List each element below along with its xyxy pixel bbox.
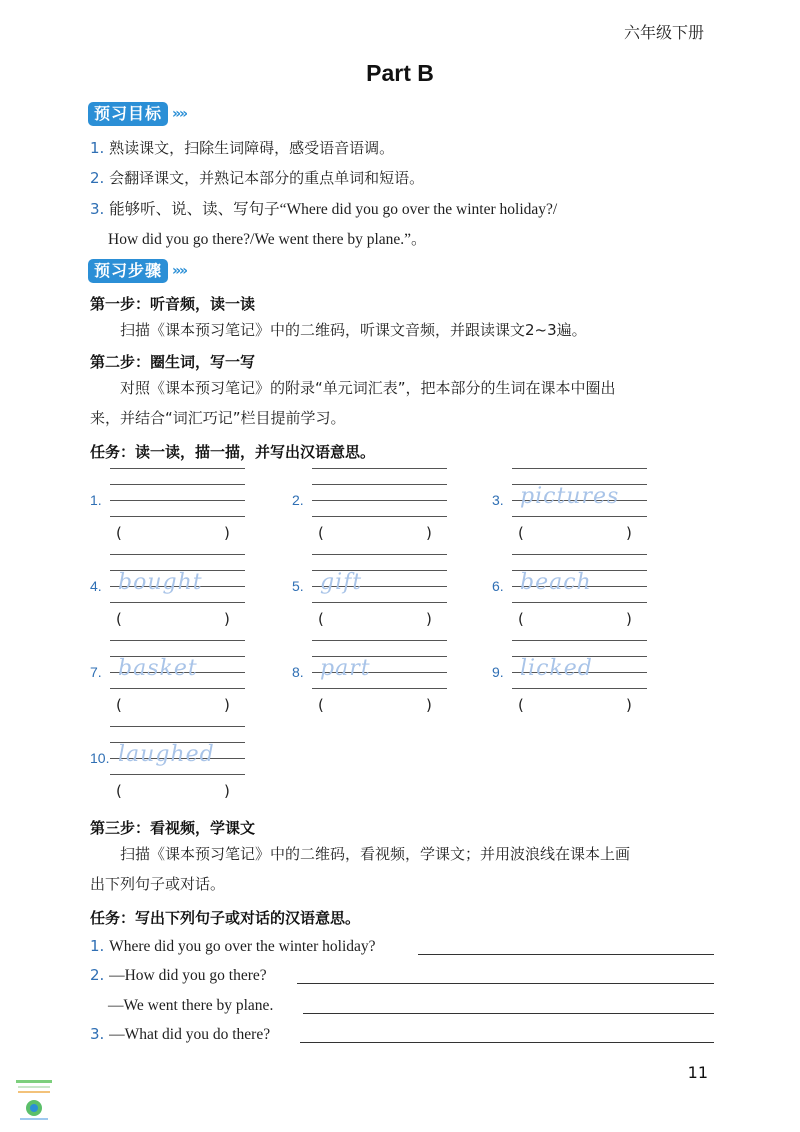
step2-body-1: 对照《课本预习笔记》的附录“单元词汇表”，把本部分的生词在课本中圈出 xyxy=(120,379,616,397)
traced-word: laughed xyxy=(118,742,215,767)
writing-rule-line xyxy=(312,516,447,517)
steps-badge xyxy=(88,259,186,283)
close-paren: ) xyxy=(426,610,432,628)
sentence-2b xyxy=(108,996,273,1015)
vocab-item-10[interactable] xyxy=(90,720,280,800)
step2-task: 任务：读一读，描一描，并写出汉语意思。 xyxy=(90,443,376,461)
writing-rule-line xyxy=(110,726,245,727)
meaning-parentheses[interactable] xyxy=(116,696,236,714)
traced-word: basket xyxy=(118,656,198,681)
writing-rule-line xyxy=(512,516,647,517)
open-paren: ( xyxy=(116,696,122,714)
open-paren: ( xyxy=(518,696,524,714)
close-paren: ) xyxy=(224,782,230,800)
meaning-parentheses[interactable] xyxy=(318,696,438,714)
vocab-item-5[interactable] xyxy=(292,548,482,628)
goal-item-3-cont xyxy=(108,227,427,249)
vocab-item-3[interactable] xyxy=(492,462,682,542)
open-paren: ( xyxy=(518,524,524,542)
step2-body-2: 来，并结合“词汇巧记”栏目提前学习。 xyxy=(90,409,346,427)
goal-number: 1. xyxy=(90,139,105,157)
goals-label: 预习目标 xyxy=(88,102,168,126)
vocab-number: 4. xyxy=(90,578,102,594)
publisher-logo-icon xyxy=(14,1078,54,1122)
writing-rule-line xyxy=(110,468,245,469)
meaning-parentheses[interactable] xyxy=(518,610,638,628)
vocab-number: 8. xyxy=(292,664,304,680)
goal-item-2 xyxy=(90,167,424,188)
open-paren: ( xyxy=(116,782,122,800)
meaning-parentheses[interactable] xyxy=(318,610,438,628)
step3-body-1: 扫描《课本预习笔记》中的二维码，看视频，学课文；并用波浪线在课本上画 xyxy=(120,845,631,863)
answer-line-2[interactable] xyxy=(297,983,714,984)
writing-rule-line xyxy=(110,640,245,641)
goals-badge xyxy=(88,102,186,126)
writing-rule-line xyxy=(512,640,647,641)
traced-word: part xyxy=(320,656,371,681)
sentence-text: —We went there by plane. xyxy=(108,997,274,1014)
writing-rule-line xyxy=(312,602,447,603)
open-paren: ( xyxy=(318,524,324,542)
writing-rule-line xyxy=(312,468,447,469)
writing-rule-line xyxy=(110,516,245,517)
sentence-3 xyxy=(90,1025,270,1044)
vocab-number: 10. xyxy=(90,750,110,766)
vocab-number: 2. xyxy=(292,492,304,508)
sentence-number: 3. xyxy=(90,1025,105,1043)
traced-word: gift xyxy=(320,570,363,595)
step3-body-2: 出下列句子或对话。 xyxy=(90,875,226,893)
step1-title: 第一步：听音频，读一读 xyxy=(90,295,256,313)
vocab-item-2[interactable] xyxy=(292,462,482,542)
writing-rule-line xyxy=(512,688,647,689)
writing-rule-line xyxy=(110,484,245,485)
writing-rule-line xyxy=(110,554,245,555)
open-paren: ( xyxy=(116,610,122,628)
traced-word: pictures xyxy=(520,484,620,509)
writing-rule-line xyxy=(110,602,245,603)
close-paren: ) xyxy=(426,696,432,714)
open-paren: ( xyxy=(318,696,324,714)
page-number: 11 xyxy=(687,1063,708,1082)
vocab-item-9[interactable] xyxy=(492,634,682,714)
writing-rule-line xyxy=(110,774,245,775)
goal-number: 3. xyxy=(90,200,105,218)
page-title: Part B xyxy=(366,60,434,86)
writing-rule-line xyxy=(312,640,447,641)
writing-rule-line xyxy=(312,484,447,485)
sentence-1 xyxy=(90,937,376,956)
vocab-item-8[interactable] xyxy=(292,634,482,714)
step2-title: 第二步：圈生词，写一写 xyxy=(90,353,256,371)
open-paren: ( xyxy=(318,610,324,628)
vocab-number: 1. xyxy=(90,492,102,508)
vocab-number: 6. xyxy=(492,578,504,594)
close-paren: ) xyxy=(426,524,432,542)
traced-word: beach xyxy=(520,570,592,595)
open-paren: ( xyxy=(116,524,122,542)
vocab-item-6[interactable] xyxy=(492,548,682,628)
sentence-text: —What did you do there? xyxy=(109,1026,271,1043)
sentence-number: 2. xyxy=(90,966,105,984)
writing-rule-line xyxy=(512,554,647,555)
sentence-text: —How did you go there? xyxy=(109,967,267,984)
traced-word: bought xyxy=(118,570,203,595)
steps-label: 预习步骤 xyxy=(88,259,168,283)
meaning-parentheses[interactable] xyxy=(518,524,638,542)
sentence-number: 1. xyxy=(90,937,105,955)
open-paren: ( xyxy=(518,610,524,628)
vocab-item-1[interactable] xyxy=(90,462,280,542)
sentence-2 xyxy=(90,966,267,985)
sentence-text: Where did you go over the winter holiday? xyxy=(109,938,376,955)
goal-text: 会翻译课文，并熟记本部分的重点单词和短语。 xyxy=(109,169,425,187)
writing-rule-line xyxy=(312,554,447,555)
goal-item-1 xyxy=(90,137,394,158)
vocab-number: 9. xyxy=(492,664,504,680)
meaning-parentheses[interactable] xyxy=(518,696,638,714)
step1-body: 扫描《课本预习笔记》中的二维码，听课文音频，并跟读课文2~3遍。 xyxy=(120,321,587,339)
goal-text: How did you go there?/We went there by plane.”。 xyxy=(108,231,427,248)
close-paren: ) xyxy=(626,696,632,714)
step3-task: 任务：写出下列句子或对话的汉语意思。 xyxy=(90,909,361,927)
vocab-item-4[interactable] xyxy=(90,548,280,628)
chevrons-right-icon: »» xyxy=(172,106,187,122)
answer-line-4[interactable] xyxy=(300,1042,714,1043)
meaning-parentheses[interactable] xyxy=(116,524,236,542)
meaning-parentheses[interactable] xyxy=(318,524,438,542)
close-paren: ) xyxy=(626,610,632,628)
meaning-parentheses[interactable] xyxy=(116,782,236,800)
writing-rule-line xyxy=(110,688,245,689)
writing-rule-line xyxy=(312,500,447,501)
goal-number: 2. xyxy=(90,169,105,187)
step3-title: 第三步：看视频，学课文 xyxy=(90,819,256,837)
vocab-item-7[interactable] xyxy=(90,634,280,714)
grade-label: 六年级下册 xyxy=(623,23,704,42)
close-paren: ) xyxy=(224,610,230,628)
vocab-number: 3. xyxy=(492,492,504,508)
answer-line-3[interactable] xyxy=(303,1013,714,1014)
writing-rule-line xyxy=(512,468,647,469)
writing-rule-line xyxy=(110,500,245,501)
close-paren: ) xyxy=(224,524,230,542)
goal-text: 熟读课文，扫除生词障碍，感受语音语调。 xyxy=(109,139,395,157)
answer-line-1[interactable] xyxy=(418,954,714,955)
writing-rule-line xyxy=(512,602,647,603)
meaning-parentheses[interactable] xyxy=(116,610,236,628)
close-paren: ) xyxy=(626,524,632,542)
close-paren: ) xyxy=(224,696,230,714)
writing-rule-line xyxy=(312,688,447,689)
goal-item-3 xyxy=(90,197,557,219)
chevrons-right-icon: »» xyxy=(172,263,187,279)
traced-word: licked xyxy=(520,656,593,681)
vocab-number: 7. xyxy=(90,664,102,680)
vocab-number: 5. xyxy=(292,578,304,594)
goal-text: 能够听、说、读、写句子“Where did you go over the winter holiday?/ xyxy=(109,201,558,218)
